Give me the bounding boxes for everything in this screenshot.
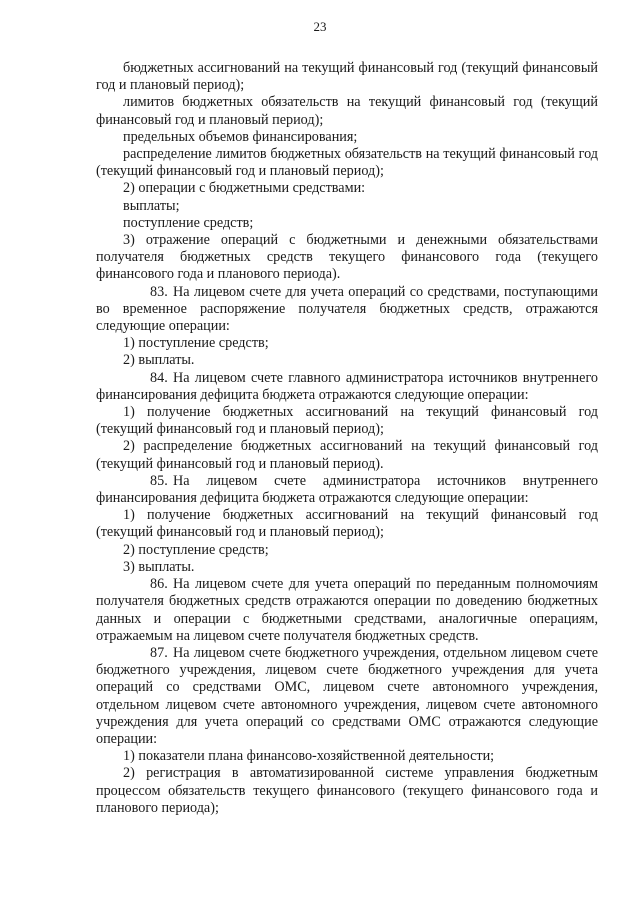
section-85 xyxy=(96,473,598,507)
paragraph: 1) получение бюджетных ассигнований на текущий финансовый год (текущий финансовый год и плановый период); xyxy=(96,404,598,438)
section-text: На лицевом счете главного администратора источников внутреннего финансирования дефицита бюджета отражаются следующие операции: xyxy=(96,369,598,403)
section-number: 86. xyxy=(150,576,168,593)
paragraph: 1) получение бюджетных ассигнований на текущий финансовый год (текущий финансовый год и плановый период); xyxy=(96,507,598,541)
paragraph: 2) операции с бюджетными средствами: xyxy=(123,180,366,197)
paragraph: предельных объемов финансирования; xyxy=(123,128,358,145)
paragraph: 1) показатели плана финансово-хозяйственной деятельности; xyxy=(123,748,495,765)
paragraph: распределение лимитов бюджетных обязательств на текущий финансовый год (текущий финансовый год и плановый период); xyxy=(96,146,598,180)
section-87 xyxy=(96,645,598,748)
section-text: На лицевом счете для учета операций по переданным полномочиям получателя бюджетных средств отражаются операции по доведению бюджетных данных и операции с бюджетными средствами, аналогичные операциям, отражаемым на лицевом счете получателя бюджетных средств. xyxy=(96,576,598,644)
section-number: 84. xyxy=(150,369,168,386)
section-number: 85. xyxy=(150,472,168,489)
paragraph: поступление средств; xyxy=(123,214,254,231)
paragraph: лимитов бюджетных обязательств на текущий финансовый год (текущий финансовый год и плановый период); xyxy=(96,94,598,128)
paragraph: 3) отражение операций с бюджетными и денежными обязательствами получателя бюджетных средств текущего финансового года (текущего финансового года и планового периода). xyxy=(96,232,598,283)
paragraph: 3) выплаты. xyxy=(123,558,195,575)
paragraph: бюджетных ассигнований на текущий финансовый год (текущий финансовый год и плановый период); xyxy=(96,60,598,94)
section-number: 87. xyxy=(150,644,168,661)
section-number: 83. xyxy=(150,283,168,300)
section-text: На лицевом счете бюджетного учреждения, отдельном лицевом счете бюджетного учреждения, лицевом счете бюджетного учреждения для учета операций со средствами ОМС, лицевом счете автономного учреждения, отдельном лицевом счете автономного учреждения, лицевом счете автономного учреждения для учета операций со средствами ОМС отражаются следующие операции: xyxy=(96,644,598,747)
paragraph: 1) поступление средств; xyxy=(123,335,269,352)
section-83 xyxy=(96,284,598,336)
section-text: На лицевом счете администратора источников внутреннего финансирования дефицита бюджета отражаются следующие операции: xyxy=(96,472,598,507)
paragraph: 2) распределение бюджетных ассигнований на текущий финансовый год (текущий финансовый год и плановый период). xyxy=(96,438,598,472)
document-body xyxy=(96,60,598,817)
section-86 xyxy=(96,576,598,645)
section-text: На лицевом счете для учета операций со средствами, поступающими во временное распоряжение получателя бюджетных средств, отражаются следующие операции: xyxy=(96,283,598,335)
paragraph: 2) регистрация в автоматизированной системе управления бюджетным процессом обязательств текущего финансового (текущего финансового года и планового периода); xyxy=(96,765,598,816)
page-number: 23 xyxy=(313,19,327,34)
section-84 xyxy=(96,370,598,404)
paragraph: выплаты; xyxy=(123,197,180,214)
paragraph: 2) выплаты. xyxy=(123,352,195,369)
paragraph: 2) поступление средств; xyxy=(123,541,269,558)
